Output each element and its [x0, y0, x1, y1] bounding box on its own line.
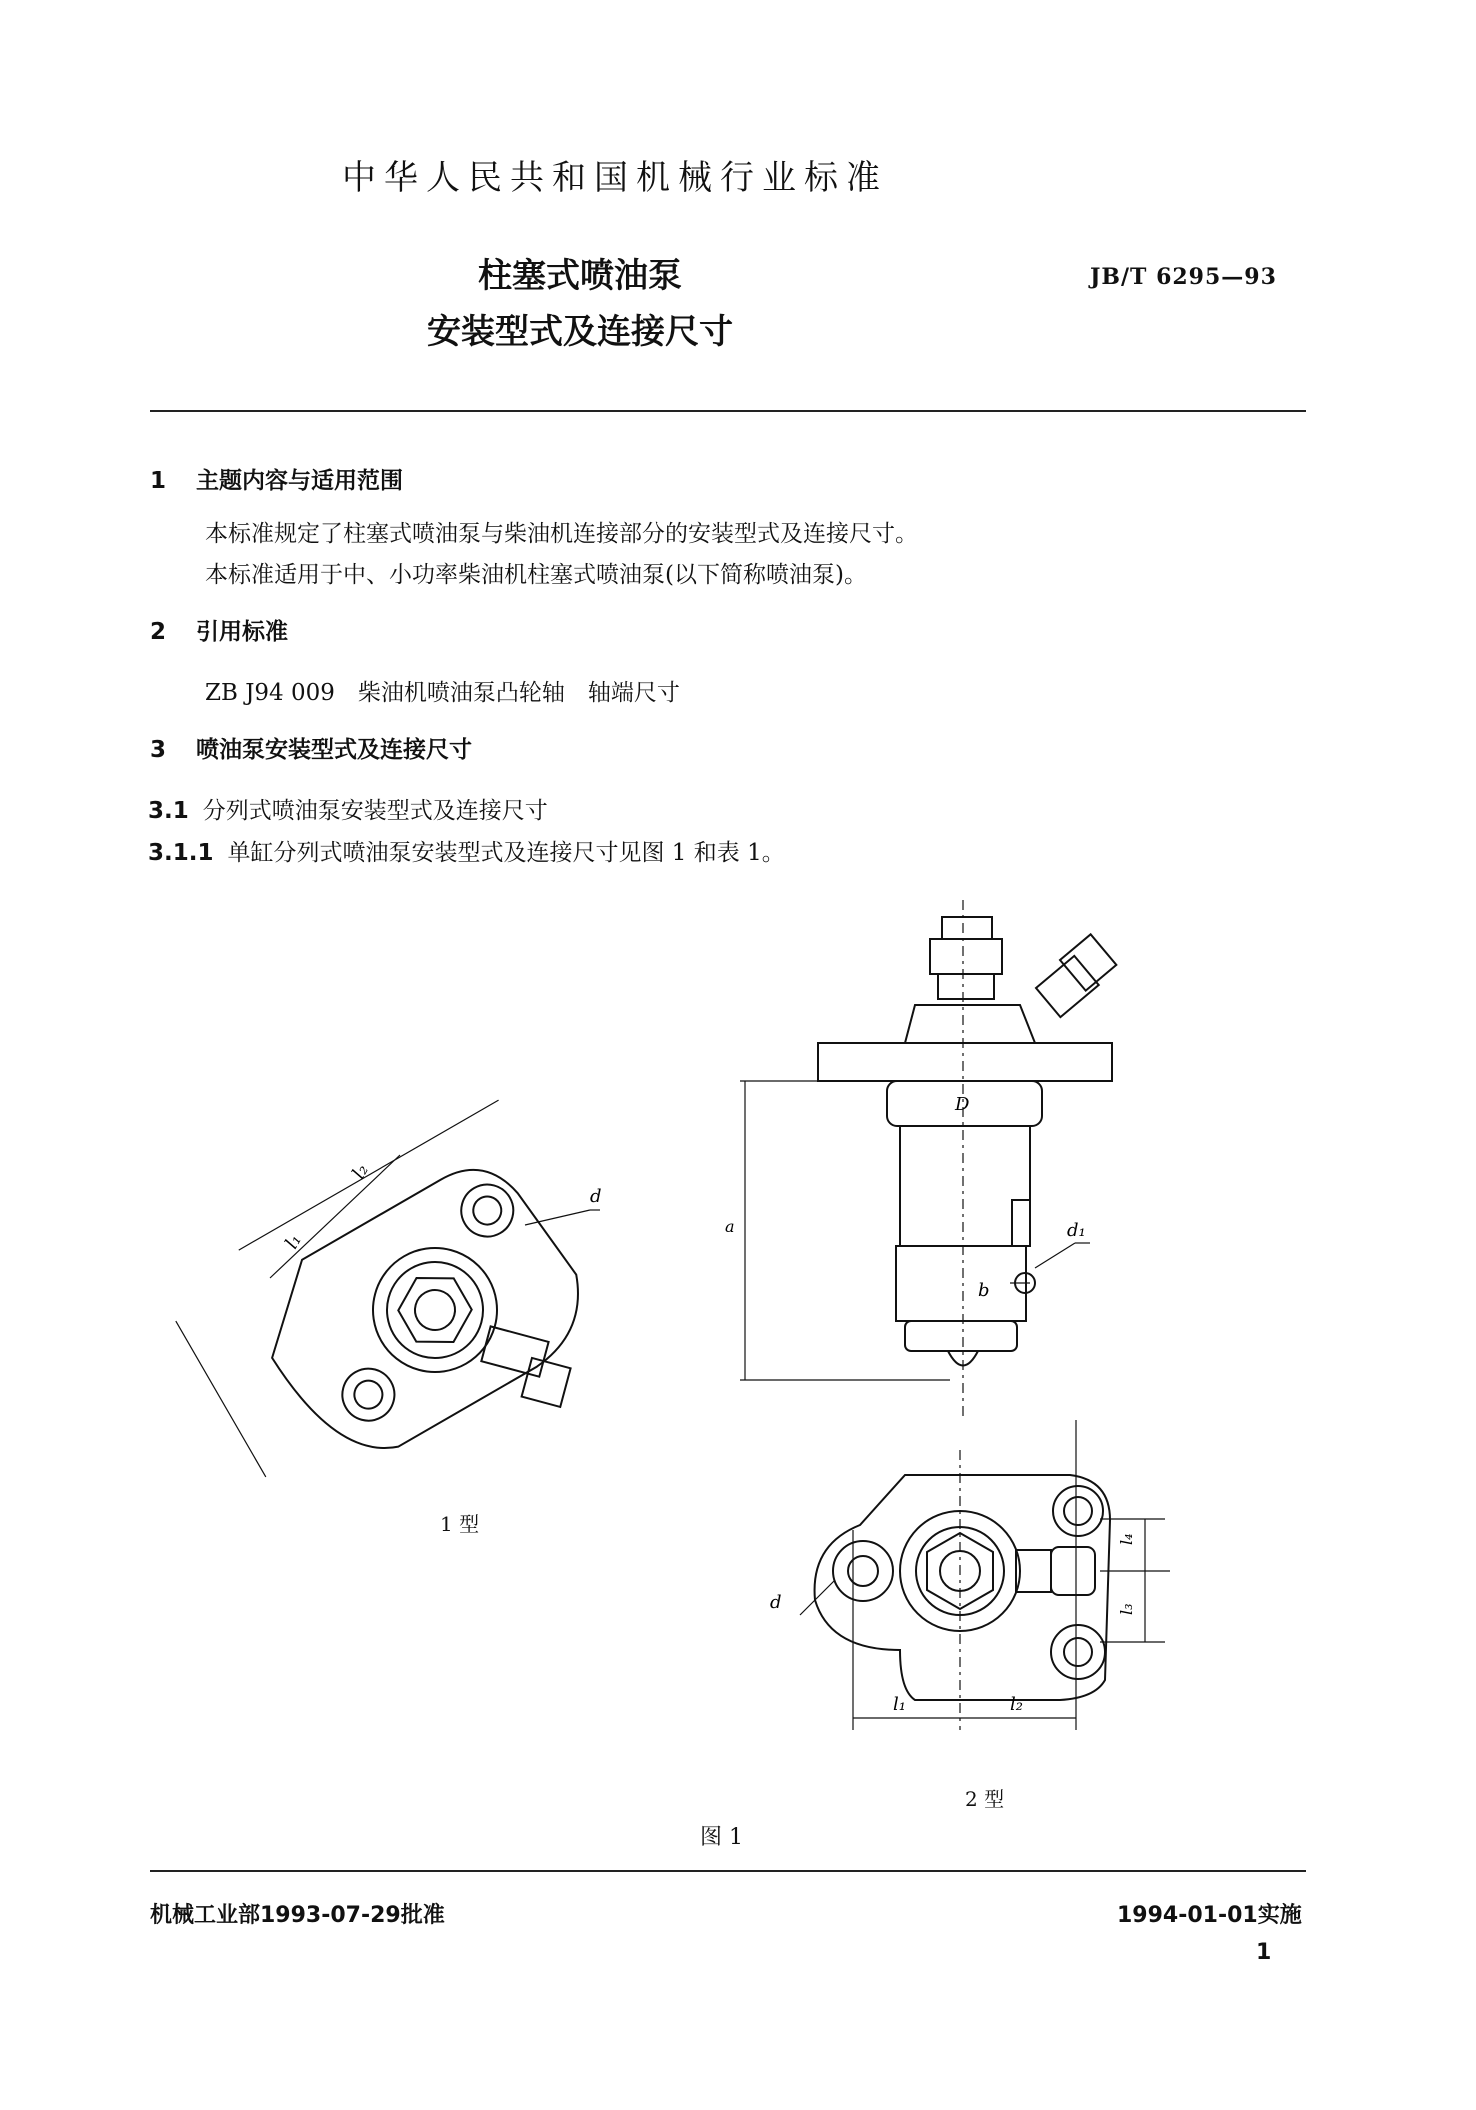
section-number: 2: [150, 619, 167, 645]
dim-label-b: b: [978, 1280, 990, 1301]
effective-date: 1994-01-01实施: [1117, 1903, 1302, 1928]
subsection-number: 3.1: [148, 798, 189, 824]
side-view-dimensions: [740, 900, 1090, 1420]
subsection-text: 单缸分列式喷油泵安装型式及连接尺寸见图 1 和表 1。: [227, 840, 785, 866]
section-number: 1: [150, 468, 167, 494]
section-title: 喷油泵安装型式及连接尺寸: [196, 737, 472, 763]
dim-label-d1: d₁: [1067, 1220, 1086, 1241]
section-title: 引用标准: [196, 619, 288, 645]
figure-caption: 图 1: [700, 1825, 743, 1850]
dim-label-a: a: [725, 1217, 735, 1236]
type2-pump-view: [815, 1475, 1110, 1700]
doc-title-line2: 安装型式及连接尺寸: [427, 312, 733, 352]
dim-label-l4: l₄: [1117, 1533, 1136, 1545]
type2-label: 2 型: [965, 1787, 1005, 1811]
section-title: 主题内容与适用范围: [196, 468, 403, 494]
footer-rule: [150, 1870, 1306, 1872]
dim-label-l1-type2: l₁: [893, 1694, 906, 1715]
subsection-number: 3.1.1: [148, 840, 214, 866]
dim-label-l2: l₂: [348, 1160, 373, 1183]
approval-line: 机械工业部1993-07-29批准: [150, 1903, 445, 1928]
standard-code: JB/T 6295—93: [1090, 264, 1277, 290]
type2-dimensions: [800, 1420, 1170, 1730]
dim-label-D: D: [955, 1094, 970, 1115]
paragraph-scope: 本标准规定了柱塞式喷油泵与柴油机连接部分的安装型式及连接尺寸。: [205, 521, 918, 547]
org-title: 中华人民共和国机械行业标准: [342, 158, 888, 198]
dim-label-d: d: [590, 1186, 602, 1207]
type1-dim-line: [270, 1155, 400, 1278]
referenced-standard: ZB J94 009 柴油机喷油泵凸轮轴 轴端尺寸: [205, 680, 680, 706]
dim-label-l3: l₃: [1117, 1603, 1136, 1615]
type1-label: 1 型: [440, 1512, 480, 1536]
paragraph-applicability: 本标准适用于中、小功率柴油机柱塞式喷油泵(以下简称喷油泵)。: [205, 562, 867, 588]
side-elevation-view: [818, 917, 1116, 1366]
section-number: 3: [150, 737, 167, 763]
type1-pump-view: [161, 1100, 647, 1552]
dim-label-l2-type2: l₂: [1010, 1694, 1023, 1715]
subsection-text: 分列式喷油泵安装型式及连接尺寸: [202, 798, 548, 824]
doc-title-line1: 柱塞式喷油泵: [478, 256, 682, 296]
page-number: 1: [1256, 1940, 1272, 1965]
dim-label-d-type2: d: [770, 1592, 782, 1613]
dim-label-l1: l₁: [281, 1230, 306, 1253]
